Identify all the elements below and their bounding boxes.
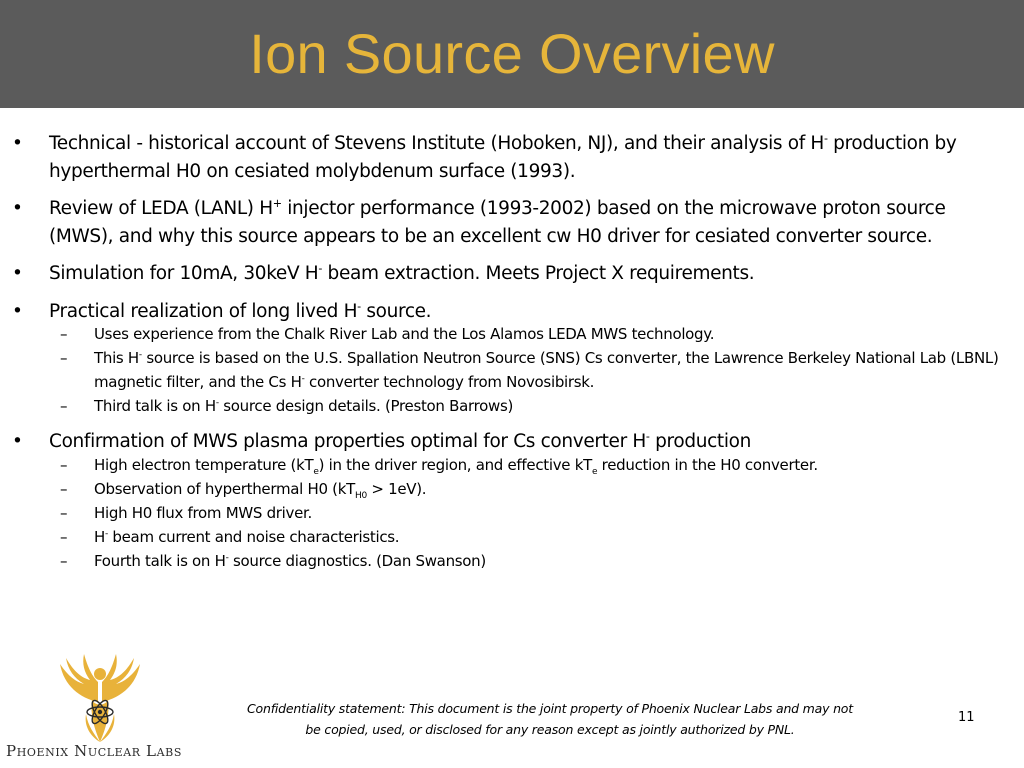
confidentiality-statement: Confidentiality statement: This document is the joint property of Phoenix Nuclear Labs and may not be copied, used, or disclosed for any reason except as jointly authorized by PNL.	[247, 701, 853, 737]
slide-content	[12, 130, 1012, 583]
slide-title: Ion Source Overview	[249, 22, 775, 85]
sub-item: – High H0 flux from MWS driver.	[60, 503, 312, 522]
sub-item: – This H- source is based on the U.S. Spallation Neutron Source (SNS) Cs converter, the Lawrence Berkeley National Lab (LBNL) magnetic filter, and the Cs H- converter technology from Novosibirsk.	[60, 349, 999, 391]
bullet-item: • Technical - historical account of Stevens Institute (Hoboken, NJ), and their analysis of H- production by hyperthermal H0 on cesiated molybdenum surface (1993).	[12, 131, 957, 182]
bullet-item: • Review of LEDA (LANL) H+ injector performance (1993-2002) based on the microwave proton source (MWS), and why this source appears to be an excellent cw H0 driver for cesiated converter source.	[12, 196, 946, 247]
bullet-item: • Confirmation of MWS plasma properties optimal for Cs converter H- production – High electron temperature $(kT_e)$ in the driver region, and effective $kT_e$ reduction in the H0 converter. – Observation of hyperthermal H0 $(kT_{H0} > 1eV)$. – High H0 flux from MWS driver. – H- beam current and noise characteristics. – Fourth talk is on H- source diagnostics. (Dan Swanson)	[12, 428, 1012, 573]
sub-item: – Observation of hyperthermal H0 $(kT_{H0} > 1eV)$.	[60, 479, 427, 501]
sub-item: – Third talk is on H- source design details. (Preston Barrows)	[60, 397, 514, 415]
sub-list	[49, 453, 1012, 573]
company-name: Phoenix Nuclear Labs	[6, 742, 182, 760]
sub-item: – High electron temperature $(kT_e)$ in the driver region, and effective $kT_e$ reduction in the H0 converter.	[60, 455, 818, 477]
sub-list	[49, 322, 1012, 418]
sub-item: – H- beam current and noise characteristics.	[60, 527, 400, 546]
bullet-item: • Simulation for 10mA, 30keV H- beam extraction. Meets Project X requirements.	[12, 261, 755, 284]
sub-item: – Fourth talk is on H- source diagnostics. (Dan Swanson)	[60, 551, 486, 570]
page-number: 11	[958, 710, 975, 725]
sub-item: – Uses experience from the Chalk River Lab and the Los Alamos LEDA MWS technology.	[60, 325, 715, 343]
phoenix-logo-icon	[50, 652, 150, 744]
bullet-item: • Practical realization of long lived H- source. – Uses experience from the Chalk River Lab and the Los Alamos LEDA MWS technology. – This H- source is based on the U.S. Spallation Neutron Source (SNS) Cs converter, the Lawrence Berkeley National Lab (LBNL) magnetic filter, and the Cs H- converter technology from Novosibirsk. – Third talk is on H- source design details. (Preston Barrows)	[12, 298, 1012, 419]
